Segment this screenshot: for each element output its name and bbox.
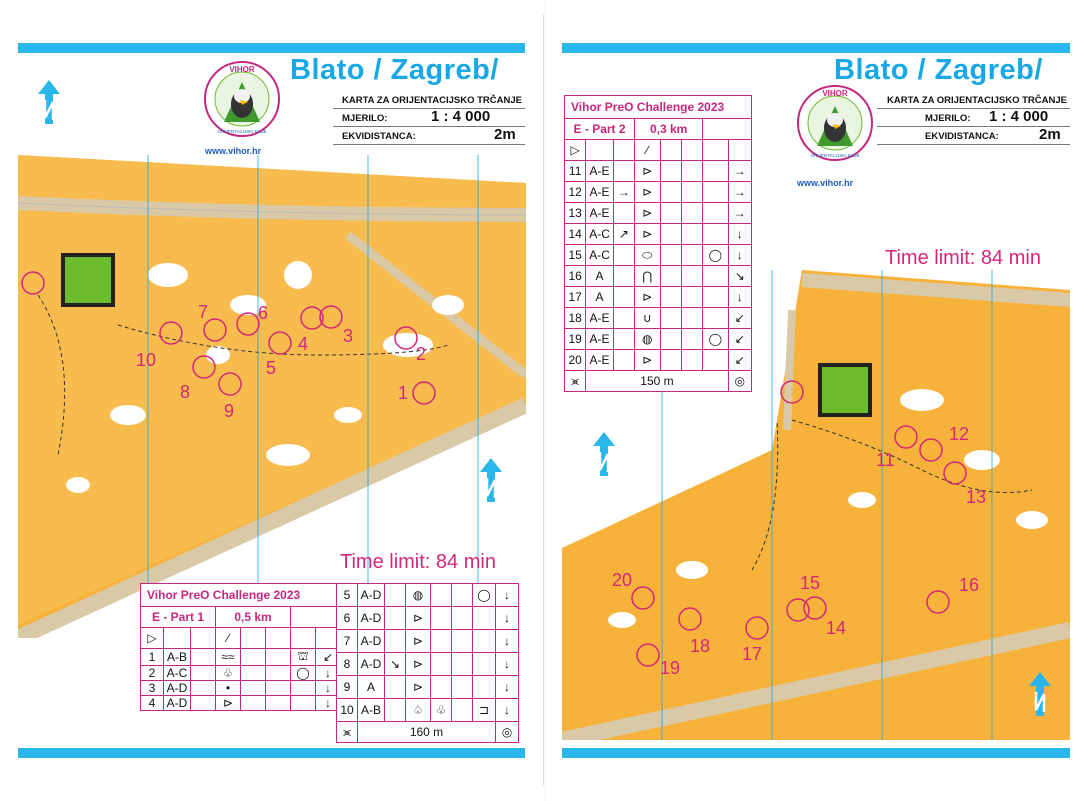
control-number: 9 (337, 676, 358, 699)
direction-arrow-icon: ↓ (496, 630, 519, 653)
direction-arrow-icon (613, 350, 634, 371)
flag-icon: ⊳ (406, 653, 431, 676)
map-sheet-part-2 (545, 0, 1089, 801)
table-row (565, 161, 752, 182)
dot-icon: • (216, 681, 241, 696)
finish-distance: 150 m (586, 371, 728, 392)
table-row (565, 350, 752, 371)
map-control-number: 9 (224, 401, 235, 421)
contour-label: EKVIDISTANCA: (342, 131, 416, 142)
event-title: Vihor PreO Challenge 2023 (141, 584, 341, 607)
direction-arrow-icon: ↙ (728, 329, 751, 350)
control-number: 7 (337, 630, 358, 653)
tree-icon: ♤ (406, 699, 431, 722)
table-row (141, 666, 341, 681)
control-number: 16 (565, 266, 586, 287)
map-title: Blato / Zagreb/ (834, 54, 1043, 86)
map-control-number: 2 (416, 344, 427, 364)
map-control-number: 17 (742, 644, 763, 664)
control-number: 18 (565, 308, 586, 329)
table-row (141, 649, 341, 666)
svg-text:ORIJENTACIJSKI KLUB: ORIJENTACIJSKI KLUB (217, 129, 267, 134)
direction-arrow-icon (613, 287, 634, 308)
scale-value: 1 : 4 000 (431, 108, 491, 125)
flag-icon: ⊳ (406, 676, 431, 699)
table-row (565, 287, 752, 308)
answer-range: A-D (358, 584, 385, 607)
answer-range: A (586, 287, 613, 308)
flag-icon: ⊳ (635, 203, 660, 224)
bench-icon: ⊐ (473, 699, 496, 722)
answer-range: A-E (586, 329, 613, 350)
flag-icon: ⊳ (635, 161, 660, 182)
direction-arrow-icon: ↓ (496, 676, 519, 699)
table-row (565, 245, 752, 266)
north-arrow-icon (36, 80, 62, 124)
control-number: 15 (565, 245, 586, 266)
map-control-number: 8 (180, 382, 191, 402)
direction-arrow-icon: ↓ (316, 681, 341, 696)
circle-icon: ◯ (703, 329, 728, 350)
table-row (337, 630, 519, 653)
map-control-number: 18 (690, 636, 711, 656)
svg-text:VIHOR: VIHOR (229, 65, 255, 74)
control-description-sheet-part-2 (564, 95, 752, 392)
control-number: 6 (337, 607, 358, 630)
bottom-accent-bar (562, 748, 1070, 758)
map-control-number: 11 (876, 450, 895, 470)
direction-arrow-icon: ↙ (728, 308, 751, 329)
circle-icon: ◯ (473, 584, 496, 607)
answer-range: A-D (358, 630, 385, 653)
direction-arrow-icon (613, 245, 634, 266)
table-row (337, 676, 519, 699)
flag-icon: ⊳ (635, 350, 660, 371)
header-divider (333, 108, 525, 109)
answer-range: A (586, 266, 613, 287)
tree-icon: ♧ (431, 699, 452, 722)
answer-range: A-D (358, 607, 385, 630)
stump-icon: ◍ (635, 329, 660, 350)
map-control-number: 19 (660, 658, 681, 678)
map-subtitle: KARTA ZA ORIJENTACIJSKO TRČANJE (342, 95, 522, 106)
scale-value: 1 : 4 000 (989, 108, 1049, 125)
answer-range: A-C (164, 666, 191, 681)
direction-arrow-icon: → (613, 182, 634, 203)
feature-detail-icon (703, 308, 728, 329)
direction-arrow-icon: → (728, 161, 751, 182)
direction-arrow-icon (613, 203, 634, 224)
header-divider (877, 144, 1070, 145)
map-control-number: 6 (258, 303, 269, 323)
scale-label: MJERILO: (925, 113, 971, 124)
contour-value: 2m (1039, 126, 1061, 143)
map-title: Blato / Zagreb/ (290, 54, 499, 86)
table-row (337, 653, 519, 676)
answer-range: A-D (164, 696, 191, 711)
control-number: 13 (565, 203, 586, 224)
control-number: 10 (337, 699, 358, 722)
feature-detail-icon (703, 161, 728, 182)
tree-icon: ♧ (216, 666, 241, 681)
direction-arrow-icon: ↓ (728, 287, 751, 308)
direction-arrow-icon: ↘ (728, 266, 751, 287)
contour-label: EKVIDISTANCA: (925, 131, 999, 142)
direction-arrow-icon: ↘ (385, 653, 406, 676)
circle-icon: ◯ (703, 245, 728, 266)
answer-range: A-E (586, 161, 613, 182)
answer-range: A-D (358, 653, 385, 676)
control-number: 17 (565, 287, 586, 308)
feature-detail-icon (703, 266, 728, 287)
map-control-number: 12 (949, 424, 970, 444)
direction-arrow-icon: → (728, 203, 751, 224)
direction-arrow-icon: ↓ (496, 653, 519, 676)
stump-icon: ◍ (406, 584, 431, 607)
flag-icon: ⊳ (406, 630, 431, 653)
svg-text:ORIJENTACIJSKI KLUB: ORIJENTACIJSKI KLUB (810, 153, 860, 158)
direction-arrow-icon (613, 266, 634, 287)
flag-icon: ⊳ (635, 182, 660, 203)
control-description-sheet-part-1b (336, 583, 519, 743)
knoll-icon: ⋂ (635, 266, 660, 287)
time-limit: Time limit: 84 min (340, 551, 496, 573)
table-row (565, 329, 752, 350)
flag-icon: ⊳ (406, 607, 431, 630)
feature-detail-icon: ⛫ (291, 649, 316, 666)
direction-arrow-icon: ↙ (728, 350, 751, 371)
map-control-number: 3 (343, 326, 354, 346)
direction-arrow-icon: ↓ (728, 245, 751, 266)
answer-range: A-D (164, 681, 191, 696)
feature-detail-icon (703, 224, 728, 245)
control-number: 2 (141, 666, 164, 681)
event-title: Vihor PreO Challenge 2023 (565, 96, 752, 119)
direction-arrow-icon (613, 308, 634, 329)
direction-arrow-icon: ↙ (316, 649, 341, 666)
direction-arrow-icon: ↓ (496, 607, 519, 630)
course-name: E - Part 1 (141, 607, 216, 628)
map-control-number: 16 (959, 575, 980, 595)
map-control-number: 14 (826, 618, 847, 638)
answer-range: A-E (586, 350, 613, 371)
scale-label: MJERILO: (342, 113, 388, 124)
direction-arrow-icon: ↓ (728, 224, 751, 245)
boulder-icon: ⬭ (635, 245, 660, 266)
table-row (565, 266, 752, 287)
feature-detail-icon (703, 350, 728, 371)
website-link[interactable]: www.vihor.hr (797, 178, 854, 188)
course-name: E - Part 2 (565, 119, 635, 140)
control-number: 14 (565, 224, 586, 245)
finish-distance: 160 m (358, 722, 496, 743)
top-accent-bar (562, 43, 1070, 53)
table-row (337, 699, 519, 722)
answer-range: A-C (586, 245, 613, 266)
time-limit: Time limit: 84 min (885, 247, 1041, 269)
circle-icon: ◯ (291, 666, 316, 681)
course-length: 0,5 km (216, 607, 291, 628)
direction-arrow-icon (613, 329, 634, 350)
map-control-number: 7 (198, 302, 209, 322)
table-row (565, 224, 752, 245)
map-control-number: 15 (800, 573, 821, 593)
direction-arrow-icon: ↓ (496, 699, 519, 722)
direction-arrow-icon (613, 161, 634, 182)
finish-icon: ◎ (496, 722, 519, 743)
map-control-number: 20 (612, 570, 633, 590)
path-icon: ∕ (635, 140, 660, 161)
feature-detail-icon (703, 203, 728, 224)
table-row (141, 681, 341, 696)
vegetation-boundary-icon: ≈≈ (216, 649, 241, 666)
control-number: 3 (141, 681, 164, 696)
north-arrow-icon (591, 432, 617, 476)
answer-range: A-E (586, 182, 613, 203)
north-arrow-icon (478, 458, 504, 502)
finish-icon: ◎ (728, 371, 751, 392)
north-arrow-icon (1027, 672, 1053, 716)
direction-arrow-icon: ↗ (613, 224, 634, 245)
table-row (565, 203, 752, 224)
start-triangle-icon: ▷ (565, 140, 586, 161)
answer-range: A-B (164, 649, 191, 666)
header-divider (333, 144, 525, 145)
feature-detail-icon (703, 182, 728, 203)
map-sheet-part-1 (0, 0, 544, 801)
flag-icon: ⊳ (635, 224, 660, 245)
control-number: 19 (565, 329, 586, 350)
bottom-accent-bar (18, 748, 525, 758)
course-length: 0,3 km (635, 119, 703, 140)
table-row (337, 607, 519, 630)
table-row (565, 182, 752, 203)
answer-range: A-C (586, 224, 613, 245)
table-row (565, 308, 752, 329)
control-number: 11 (565, 161, 586, 182)
map-subtitle: KARTA ZA ORIJENTACIJSKO TRČANJE (887, 95, 1067, 106)
map-control-number: 5 (266, 358, 277, 378)
depression-icon: ∪ (635, 308, 660, 329)
top-accent-bar (18, 43, 525, 53)
direction-arrow-icon: ↓ (316, 666, 341, 681)
start-triangle-icon: ▷ (141, 628, 164, 649)
control-number: 12 (565, 182, 586, 203)
control-description-sheet-part-1 (140, 583, 341, 711)
answer-range: A-B (358, 699, 385, 722)
map-control-number: 13 (966, 487, 987, 507)
feature-detail-icon (703, 287, 728, 308)
control-number: 4 (141, 696, 164, 711)
direction-arrow-icon: ↓ (316, 696, 341, 711)
control-number: 5 (337, 584, 358, 607)
svg-text:VIHOR: VIHOR (822, 89, 848, 98)
finish-start-icon: ⪤ (565, 371, 586, 392)
table-row (337, 584, 519, 607)
club-logo (202, 60, 282, 138)
club-logo (795, 84, 875, 162)
control-number: 20 (565, 350, 586, 371)
answer-range: A-E (586, 203, 613, 224)
page-divider (543, 15, 544, 785)
table-row (141, 696, 341, 711)
direction-arrow-icon: ↓ (496, 584, 519, 607)
website-link[interactable]: www.vihor.hr (205, 146, 262, 156)
direction-arrow-icon: → (728, 182, 751, 203)
control-number: 8 (337, 653, 358, 676)
path-icon: ∕ (216, 628, 241, 649)
contour-value: 2m (494, 126, 516, 143)
answer-range: A-E (586, 308, 613, 329)
map-control-number: 1 (398, 383, 409, 403)
answer-range: A (358, 676, 385, 699)
finish-start-icon: ⪤ (337, 722, 358, 743)
map-control-number: 4 (298, 334, 309, 354)
flag-icon: ⊳ (216, 696, 241, 711)
flag-icon: ⊳ (635, 287, 660, 308)
control-number: 1 (141, 649, 164, 666)
map-control-number: 10 (136, 350, 157, 370)
